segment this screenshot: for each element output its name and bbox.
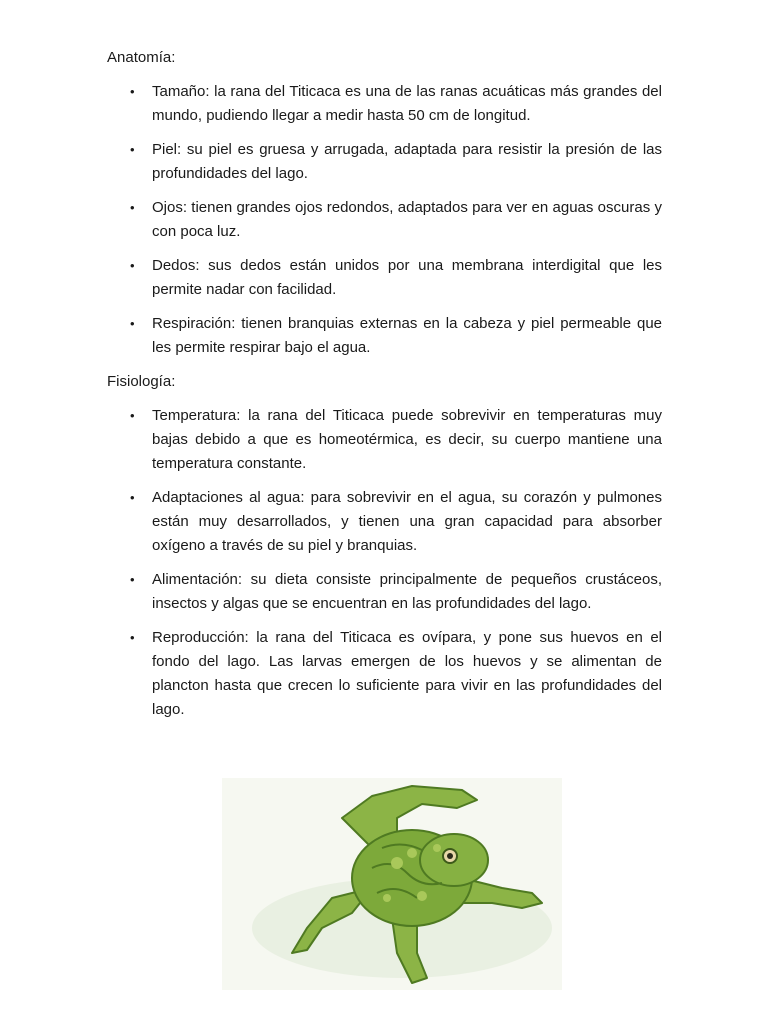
list-item (130, 254, 662, 302)
bullet: • (130, 490, 135, 505)
bullet: • (130, 572, 135, 587)
list-item (130, 626, 662, 722)
list-item (130, 568, 662, 616)
list-item (130, 80, 662, 128)
bullet: • (130, 200, 135, 215)
frog-drawing (222, 778, 562, 990)
section-heading-anatomia: Anatomía: (107, 49, 176, 66)
front-leg-right (462, 878, 542, 908)
bullet: • (130, 408, 135, 423)
list-item (130, 138, 662, 186)
list-item-text: Temperatura: la rana del Titicaca puede sobrevivir en temperaturas muy bajas debido a que es homeotérmica, es decir, su cuerpo mantiene una temperatura constante. (152, 407, 662, 472)
list-item-text: Piel: su piel es gruesa y arrugada, adaptada para resistir la presión de las profundidades del lago. (152, 141, 662, 182)
list-item-text: Respiración: tienen branquias externas en la cabeza y piel permeable que les permite respirar bajo el agua. (152, 315, 662, 356)
list-item-text: Adaptaciones al agua: para sobrevivir en el agua, su corazón y pulmones están muy desarrollados, y tienen una gran capacidad para absorber oxígeno a través de su piel y branquias. (152, 489, 662, 554)
list-item-text: Tamaño: la rana del Titicaca es una de las ranas acuáticas más grandes del mundo, pudiendo llegar a medir hasta 50 cm de longitud. (152, 83, 662, 124)
bullet: • (130, 630, 135, 645)
list-item (130, 486, 662, 558)
list-item (130, 196, 662, 244)
section-heading-fisiologia: Fisiología: (107, 373, 176, 390)
bullet: • (130, 316, 135, 331)
fisiologia-list (130, 404, 662, 732)
frog-illustration (222, 778, 562, 990)
anatomia-list (130, 80, 662, 370)
list-item-text: Reproducción: la rana del Titicaca es ovípara, y pone sus huevos en el fondo del lago. Las larvas emergen de los huevos y se alimentan de plancton hasta que crecen lo suficiente para vivir en las profundidades del lago. (152, 629, 662, 718)
list-item-text: Alimentación: su dieta consiste principalmente de pequeños crustáceos, insectos y algas que se encuentran en las profundidades del lago. (152, 571, 662, 612)
list-item-text: Dedos: sus dedos están unidos por una membrana interdigital que les permite nadar con facilidad. (152, 257, 662, 298)
bullet: • (130, 258, 135, 273)
list-item (130, 404, 662, 476)
bullet: • (130, 84, 135, 99)
bullet: • (130, 142, 135, 157)
list-item (130, 312, 662, 360)
list-item-text: Ojos: tienen grandes ojos redondos, adaptados para ver en aguas oscuras y con poca luz. (152, 199, 662, 240)
